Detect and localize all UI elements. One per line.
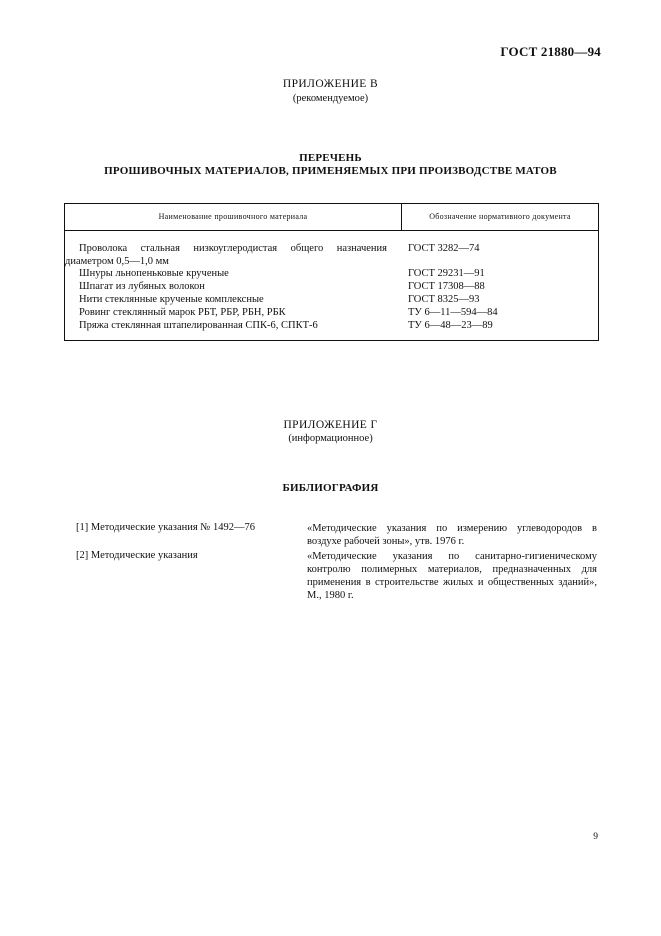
appendix-g-title: ПРИЛОЖЕНИЕ Г xyxy=(283,419,378,431)
bibliography-ref-1: [1] Методические указания № 1492—76 xyxy=(76,522,255,533)
table-header xyxy=(65,204,598,231)
bibliography-desc-1: «Методические указания по измерению углеводородов в воздухе рабочей зоны», утв. 1976 г. xyxy=(307,523,597,547)
column-header-document: Обозначение нормативного документа xyxy=(429,212,571,221)
bibliography-desc-2: «Методические указания по санитарно-гигиеническому контролю полимерных материалов, предназначенных для применения в строительстве жилых и общественных зданий», М., 1980 г. xyxy=(307,551,597,601)
row-4-doc: ГОСТ 8325—93 xyxy=(408,294,480,305)
row-1-name-line2: диаметром 0,5—1,0 мм xyxy=(65,256,169,267)
bibliography-ref-2: [2] Методические указания xyxy=(76,550,198,561)
row-5-name: Ровинг стеклянный марок РБТ, РБР, РБН, РБК xyxy=(79,307,286,318)
column-header-material: Наименование прошивочного материала xyxy=(158,212,308,221)
row-2-name: Шнуры льнопеньковые крученые xyxy=(79,268,229,279)
row-2-doc: ГОСТ 29231—91 xyxy=(408,268,485,279)
row-1-doc: ГОСТ 3282—74 xyxy=(408,243,480,254)
row-5-doc: ТУ 6—11—594—84 xyxy=(408,307,498,318)
row-6-name: Пряжа стеклянная штапелированная СПК-6, СПКТ-6 xyxy=(79,320,318,331)
appendix-b-subtitle: (рекомендуемое) xyxy=(292,93,369,104)
row-3-doc: ГОСТ 17308—88 xyxy=(408,281,485,292)
row-4-name: Нити стеклянные крученые комплексные xyxy=(79,294,264,305)
row-6-doc: ТУ 6—48—23—89 xyxy=(408,320,493,331)
list-title-line2: ПРОШИВОЧНЫХ МАТЕРИАЛОВ, ПРИМЕНЯЕМЫХ ПРИ ПРОИЗВОДСТВЕ МАТОВ xyxy=(104,165,557,177)
row-1-name-line1: Проволока стальная низкоуглеродистая общего назначения xyxy=(79,243,387,254)
bibliography-title: БИБЛИОГРАФИЯ xyxy=(282,482,379,494)
materials-table xyxy=(64,203,599,341)
appendix-g-subtitle: (информационное) xyxy=(288,433,373,444)
document-code: ГОСТ 21880—94 xyxy=(500,44,601,59)
appendix-b-title: ПРИЛОЖЕНИЕ В xyxy=(282,78,379,90)
row-3-name: Шпагат из лубяных волокон xyxy=(79,281,205,292)
page-number: 9 xyxy=(593,832,598,842)
list-title: ПЕРЕЧЕНЬ xyxy=(299,152,362,164)
table-row-name xyxy=(65,242,387,255)
